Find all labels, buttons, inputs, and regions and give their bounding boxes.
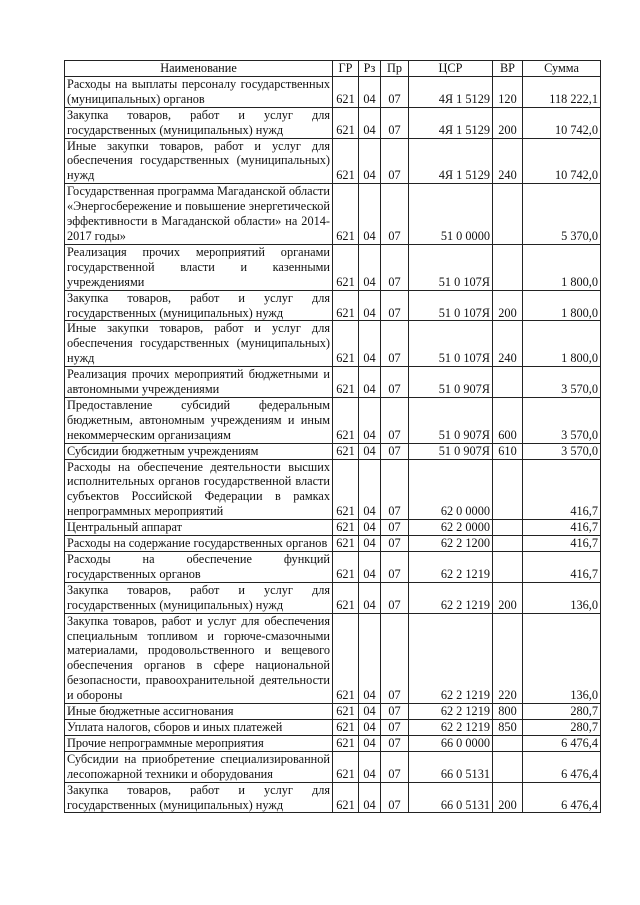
cell-pr: 07: [381, 782, 409, 813]
cell-csr: 4Я 1 5129: [409, 138, 493, 184]
table-header-row: [65, 61, 601, 77]
cell-pr: 07: [381, 367, 409, 398]
cell-vr: [493, 536, 523, 552]
cell-sum: 3 570,0: [523, 367, 601, 398]
cell-gr: 621: [333, 613, 359, 703]
table-row: [65, 290, 601, 321]
cell-pr: 07: [381, 552, 409, 583]
cell-name: Государственная программа Магаданской области «Энергосбережение и повышение энергетической эффективности в Магаданской области» на 2014-2017 годы»: [65, 184, 333, 245]
cell-rz: 04: [359, 520, 381, 536]
cell-pr: 07: [381, 704, 409, 720]
cell-csr: 62 2 0000: [409, 520, 493, 536]
cell-name: Прочие непрограммные мероприятия: [65, 735, 333, 751]
cell-vr: 240: [493, 138, 523, 184]
cell-pr: 07: [381, 76, 409, 107]
cell-rz: 04: [359, 552, 381, 583]
cell-csr: 62 2 1219: [409, 613, 493, 703]
header-vr: ВР: [493, 61, 523, 77]
cell-csr: 62 2 1200: [409, 536, 493, 552]
cell-name: Закупка товаров, работ и услуг для государственных (муниципальных) нужд: [65, 290, 333, 321]
cell-pr: 07: [381, 443, 409, 459]
table-row: [65, 582, 601, 613]
cell-sum: 1 800,0: [523, 290, 601, 321]
cell-sum: 3 570,0: [523, 443, 601, 459]
cell-rz: 04: [359, 367, 381, 398]
cell-csr: 66 0 0000: [409, 735, 493, 751]
cell-vr: [493, 735, 523, 751]
cell-csr: 66 0 5131: [409, 751, 493, 782]
cell-sum: 416,7: [523, 536, 601, 552]
cell-vr: 240: [493, 321, 523, 367]
cell-name: Центральный аппарат: [65, 520, 333, 536]
cell-pr: 07: [381, 107, 409, 138]
cell-sum: 5 370,0: [523, 184, 601, 245]
cell-pr: 07: [381, 138, 409, 184]
cell-rz: 04: [359, 76, 381, 107]
cell-gr: 621: [333, 751, 359, 782]
cell-vr: 200: [493, 290, 523, 321]
cell-sum: 3 570,0: [523, 397, 601, 443]
table-row: [65, 138, 601, 184]
cell-name: Субсидии на приобретение специализированной лесопожарной техники и оборудования: [65, 751, 333, 782]
cell-csr: 51 0 0000: [409, 184, 493, 245]
cell-csr: 62 0 0000: [409, 459, 493, 520]
cell-sum: 6 476,4: [523, 735, 601, 751]
cell-vr: [493, 244, 523, 290]
cell-name: Реализация прочих мероприятий органами государственной власти и казенными учреждениями: [65, 244, 333, 290]
cell-name: Закупка товаров, работ и услуг для обеспечения специальным топливом и горюче-смазочными материалами, продовольственного и вещевого обеспечения органов в сфере национальной безопасности, правоохранительной деятельности и обороны: [65, 613, 333, 703]
cell-name: Расходы на обеспечение деятельности высших исполнительных органов государственной власти субъектов Российской Федерации в рамках непрограммных мероприятий: [65, 459, 333, 520]
cell-gr: 621: [333, 367, 359, 398]
cell-vr: [493, 459, 523, 520]
cell-gr: 621: [333, 704, 359, 720]
cell-gr: 621: [333, 735, 359, 751]
cell-gr: 621: [333, 184, 359, 245]
cell-rz: 04: [359, 290, 381, 321]
cell-rz: 04: [359, 719, 381, 735]
cell-csr: 4Я 1 5129: [409, 76, 493, 107]
cell-pr: 07: [381, 184, 409, 245]
cell-gr: 621: [333, 782, 359, 813]
cell-gr: 621: [333, 582, 359, 613]
cell-csr: 51 0 907Я: [409, 367, 493, 398]
cell-vr: [493, 552, 523, 583]
cell-rz: 04: [359, 244, 381, 290]
cell-rz: 04: [359, 582, 381, 613]
cell-name: Закупка товаров, работ и услуг для государственных (муниципальных) нужд: [65, 107, 333, 138]
cell-csr: 51 0 107Я: [409, 244, 493, 290]
cell-rz: 04: [359, 704, 381, 720]
table-row: [65, 76, 601, 107]
header-gr: ГР: [333, 61, 359, 77]
cell-rz: 04: [359, 782, 381, 813]
cell-vr: [493, 751, 523, 782]
cell-name: Расходы на содержание государственных органов: [65, 536, 333, 552]
cell-pr: 07: [381, 613, 409, 703]
cell-pr: 07: [381, 582, 409, 613]
budget-table: [64, 60, 601, 813]
cell-pr: 07: [381, 520, 409, 536]
cell-pr: 07: [381, 735, 409, 751]
document-page: [64, 60, 600, 813]
table-row: [65, 735, 601, 751]
cell-vr: 200: [493, 107, 523, 138]
table-row: [65, 520, 601, 536]
cell-rz: 04: [359, 443, 381, 459]
cell-sum: 6 476,4: [523, 782, 601, 813]
cell-name: Закупка товаров, работ и услуг для государственных (муниципальных) нужд: [65, 582, 333, 613]
table-body: [65, 76, 601, 813]
cell-name: Уплата налогов, сборов и иных платежей: [65, 719, 333, 735]
cell-name: Предоставление субсидий федеральным бюджетным, автономным учреждениям и иным некоммерческим организациям: [65, 397, 333, 443]
cell-sum: 280,7: [523, 704, 601, 720]
cell-sum: 118 222,1: [523, 76, 601, 107]
cell-pr: 07: [381, 751, 409, 782]
cell-gr: 621: [333, 552, 359, 583]
table-row: [65, 107, 601, 138]
cell-vr: 800: [493, 704, 523, 720]
cell-sum: 136,0: [523, 582, 601, 613]
cell-vr: [493, 367, 523, 398]
cell-gr: 621: [333, 520, 359, 536]
cell-pr: 07: [381, 459, 409, 520]
cell-csr: 62 2 1219: [409, 719, 493, 735]
cell-name: Иные закупки товаров, работ и услуг для обеспечения государственных (муниципальных) нужд: [65, 321, 333, 367]
cell-gr: 621: [333, 443, 359, 459]
cell-vr: 850: [493, 719, 523, 735]
table-row: [65, 751, 601, 782]
cell-name: Реализация прочих мероприятий бюджетными и автономными учреждениями: [65, 367, 333, 398]
cell-csr: 51 0 907Я: [409, 443, 493, 459]
cell-sum: 416,7: [523, 552, 601, 583]
cell-gr: 621: [333, 397, 359, 443]
cell-name: Расходы на выплаты персоналу государственных (муниципальных) органов: [65, 76, 333, 107]
cell-rz: 04: [359, 459, 381, 520]
table-row: [65, 184, 601, 245]
cell-gr: 621: [333, 459, 359, 520]
cell-rz: 04: [359, 321, 381, 367]
table-row: [65, 552, 601, 583]
header-pr: Пр: [381, 61, 409, 77]
cell-vr: 200: [493, 782, 523, 813]
cell-vr: [493, 520, 523, 536]
cell-pr: 07: [381, 290, 409, 321]
table-row: [65, 719, 601, 735]
cell-name: Иные закупки товаров, работ и услуг для обеспечения государственных (муниципальных) нужд: [65, 138, 333, 184]
cell-sum: 416,7: [523, 459, 601, 520]
cell-sum: 416,7: [523, 520, 601, 536]
header-name: Наименование: [65, 61, 333, 77]
cell-rz: 04: [359, 397, 381, 443]
cell-sum: 136,0: [523, 613, 601, 703]
table-row: [65, 704, 601, 720]
table-row: [65, 536, 601, 552]
cell-name: Иные бюджетные ассигнования: [65, 704, 333, 720]
table-row: [65, 443, 601, 459]
cell-gr: 621: [333, 244, 359, 290]
cell-rz: 04: [359, 107, 381, 138]
cell-rz: 04: [359, 138, 381, 184]
table-row: [65, 367, 601, 398]
cell-pr: 07: [381, 397, 409, 443]
cell-gr: 621: [333, 321, 359, 367]
cell-gr: 621: [333, 138, 359, 184]
cell-rz: 04: [359, 536, 381, 552]
cell-gr: 621: [333, 719, 359, 735]
cell-sum: 1 800,0: [523, 244, 601, 290]
cell-csr: 51 0 107Я: [409, 321, 493, 367]
cell-name: Закупка товаров, работ и услуг для государственных (муниципальных) нужд: [65, 782, 333, 813]
cell-gr: 621: [333, 107, 359, 138]
cell-sum: 10 742,0: [523, 107, 601, 138]
cell-csr: 62 2 1219: [409, 582, 493, 613]
cell-pr: 07: [381, 321, 409, 367]
cell-vr: [493, 184, 523, 245]
cell-pr: 07: [381, 719, 409, 735]
cell-rz: 04: [359, 735, 381, 751]
header-sum: Сумма: [523, 61, 601, 77]
table-row: [65, 613, 601, 703]
cell-gr: 621: [333, 290, 359, 321]
cell-sum: 6 476,4: [523, 751, 601, 782]
header-csr: ЦСР: [409, 61, 493, 77]
cell-name: Субсидии бюджетным учреждениям: [65, 443, 333, 459]
cell-vr: 200: [493, 582, 523, 613]
cell-csr: 66 0 5131: [409, 782, 493, 813]
cell-vr: 610: [493, 443, 523, 459]
cell-rz: 04: [359, 751, 381, 782]
table-row: [65, 782, 601, 813]
cell-pr: 07: [381, 244, 409, 290]
cell-sum: 280,7: [523, 719, 601, 735]
cell-name: Расходы на обеспечение функций государственных органов: [65, 552, 333, 583]
cell-csr: 4Я 1 5129: [409, 107, 493, 138]
cell-vr: 600: [493, 397, 523, 443]
cell-vr: 220: [493, 613, 523, 703]
cell-rz: 04: [359, 184, 381, 245]
header-rz: Рз: [359, 61, 381, 77]
table-row: [65, 321, 601, 367]
cell-gr: 621: [333, 76, 359, 107]
table-row: [65, 459, 601, 520]
cell-csr: 62 2 1219: [409, 552, 493, 583]
cell-csr: 62 2 1219: [409, 704, 493, 720]
cell-gr: 621: [333, 536, 359, 552]
cell-vr: 120: [493, 76, 523, 107]
cell-sum: 1 800,0: [523, 321, 601, 367]
cell-sum: 10 742,0: [523, 138, 601, 184]
table-row: [65, 244, 601, 290]
cell-csr: 51 0 107Я: [409, 290, 493, 321]
cell-rz: 04: [359, 613, 381, 703]
table-row: [65, 397, 601, 443]
cell-pr: 07: [381, 536, 409, 552]
cell-csr: 51 0 907Я: [409, 397, 493, 443]
